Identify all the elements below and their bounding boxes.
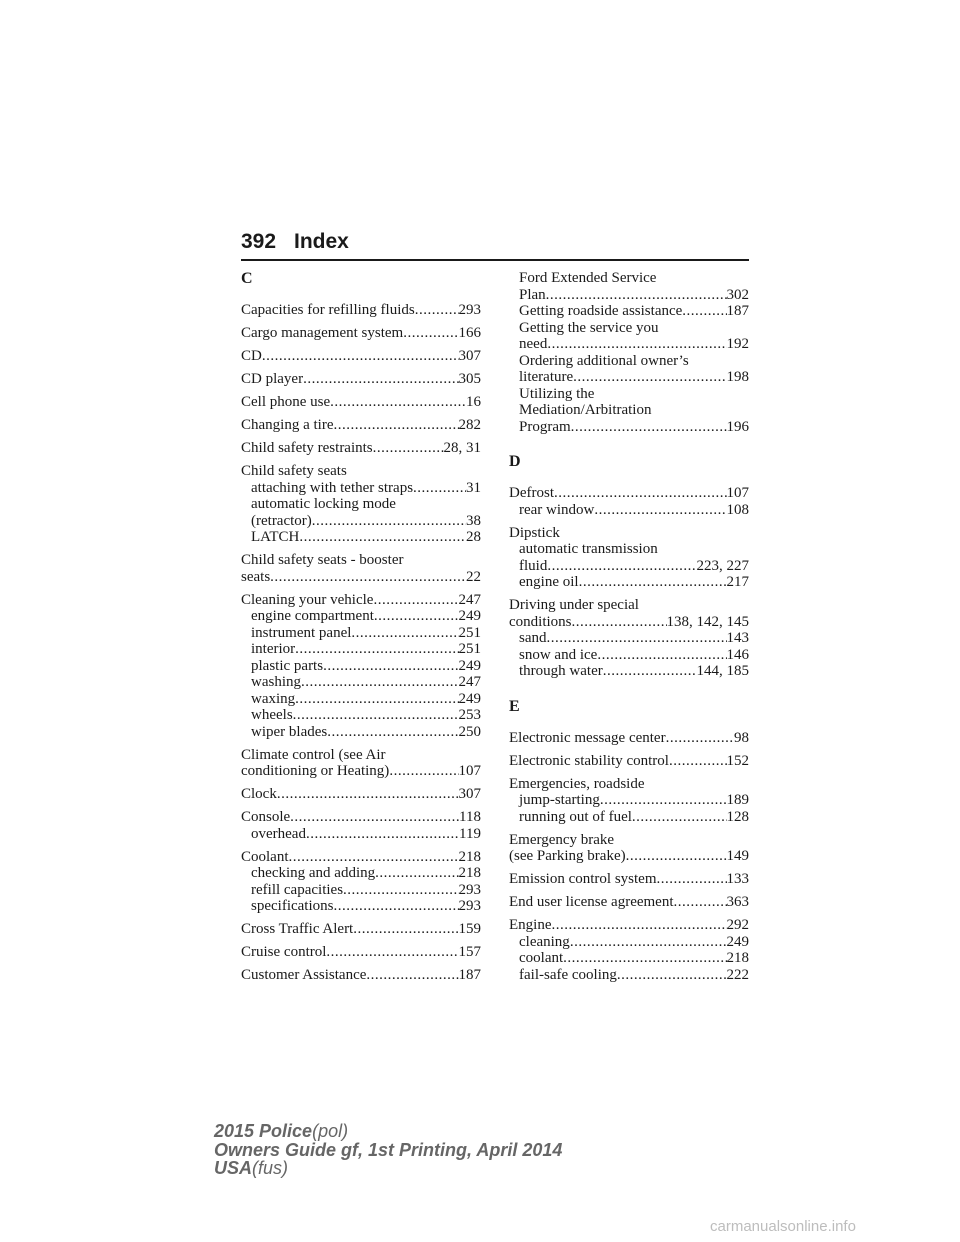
section-letter: D	[509, 453, 521, 470]
page-reference: 143	[726, 630, 749, 646]
page-reference: 196	[726, 418, 749, 435]
dot-leader	[262, 348, 459, 365]
index-subentry: Getting the service you	[519, 319, 659, 336]
index-entry	[509, 776, 749, 826]
page-reference: 146	[726, 646, 749, 663]
dot-leader	[547, 558, 696, 575]
entry-text: interior	[251, 641, 296, 657]
entry-text: CD	[241, 348, 262, 364]
page-reference: 247	[458, 674, 481, 690]
entry-text: CD player	[241, 371, 304, 387]
watermark: carmanualsonline.info	[710, 1218, 856, 1235]
index-term	[241, 786, 481, 803]
entry-text: sand	[519, 630, 547, 646]
index-subentry	[241, 625, 481, 642]
entry-text: cleaning	[519, 933, 570, 950]
index-entry	[509, 270, 749, 435]
page-reference: 218	[458, 865, 481, 881]
index-term	[241, 302, 481, 319]
index-subentry: Mediation/Arbitration	[519, 402, 652, 418]
page-title: Index	[294, 230, 349, 253]
index-subentry: Ordering additional owner’s	[519, 352, 689, 369]
dot-leader	[594, 502, 726, 519]
dot-leader	[597, 647, 726, 664]
entry-text: Cell phone use	[241, 394, 331, 410]
dot-leader	[295, 691, 458, 708]
dot-leader	[333, 898, 458, 915]
page-reference: 293	[458, 881, 481, 898]
index-subentry	[241, 707, 481, 724]
spacer	[241, 288, 481, 302]
index-subentry	[241, 513, 481, 530]
page-reference: 138, 142, 145	[666, 613, 749, 630]
dot-leader	[343, 882, 458, 899]
entry-text: waxing	[251, 690, 296, 707]
entry-text: need	[519, 336, 548, 352]
page-reference: 108	[726, 501, 749, 518]
index-subentry	[509, 950, 749, 967]
page-reference: 107	[458, 763, 481, 779]
index-subentry	[241, 641, 481, 658]
index-subentry	[509, 558, 749, 575]
index-subentry	[241, 674, 481, 691]
page-reference: 305	[458, 371, 481, 387]
index-entry	[241, 944, 481, 961]
index-term	[509, 753, 749, 770]
dot-leader	[353, 921, 458, 938]
index-entry	[241, 809, 481, 842]
page-reference: 292	[726, 917, 749, 933]
entry-text: seats	[241, 568, 271, 585]
page-reference: 253	[458, 707, 481, 723]
page-reference: 250	[458, 723, 481, 740]
page-reference: 107	[726, 485, 749, 501]
dot-leader	[632, 809, 727, 826]
index-column-right	[509, 270, 749, 983]
page-number: 392	[241, 230, 277, 253]
index-subentry	[241, 898, 481, 915]
dot-leader	[657, 871, 727, 888]
page-reference: 28	[466, 529, 481, 545]
dot-leader	[571, 419, 727, 436]
entry-text: engine compartment	[251, 608, 374, 624]
index-subentry: Ford Extended Service	[519, 270, 657, 286]
index-subentry	[241, 480, 481, 497]
index-subentry	[509, 502, 749, 519]
dot-leader	[301, 674, 459, 691]
entry-text: instrument panel	[251, 624, 352, 641]
index-entry	[241, 302, 481, 319]
entry-text: Cross Traffic Alert	[241, 921, 354, 937]
entry-text: fail-safe cooling	[519, 966, 617, 983]
dot-leader	[299, 529, 466, 546]
index-subentry	[509, 663, 749, 680]
index-subentry	[509, 934, 749, 951]
index-term	[509, 917, 749, 934]
entry-text: (retractor)	[251, 512, 312, 529]
index-term	[241, 967, 481, 984]
entry-text: conditioning or Heating)	[241, 763, 390, 779]
index-subentry	[509, 419, 749, 436]
entry-text: Child safety restraints	[241, 440, 373, 456]
index-entry	[241, 348, 481, 365]
page-reference: 222	[726, 966, 749, 983]
footer-line-2: Owners Guide gf, 1st Printing, April 2014	[214, 1139, 563, 1160]
index-subentry	[509, 336, 749, 353]
index-entry	[509, 917, 749, 983]
dot-leader	[290, 809, 459, 826]
entry-text: washing	[251, 674, 301, 690]
dot-leader	[351, 625, 458, 642]
index-entry	[241, 463, 481, 546]
entry-text: coolant	[519, 950, 564, 966]
page-reference: 133	[726, 871, 749, 887]
index-term	[241, 569, 481, 586]
index-entry	[509, 485, 749, 518]
dot-leader	[674, 894, 727, 911]
index-term: Emergency brake	[509, 831, 615, 848]
index-term	[241, 440, 481, 457]
dot-leader	[403, 325, 458, 342]
footer-line-1	[214, 1122, 562, 1141]
spacer	[509, 471, 749, 485]
page-reference: 363	[726, 894, 749, 910]
index-subentry	[509, 369, 749, 386]
entry-text: overhead	[251, 825, 306, 842]
index-entry	[509, 525, 749, 591]
entry-text: snow and ice	[519, 646, 598, 663]
page-reference: 249	[458, 690, 481, 707]
index-subentry	[509, 574, 749, 591]
dot-leader	[306, 826, 459, 843]
entry-text: Customer Assistance	[241, 967, 367, 983]
dot-leader	[415, 302, 459, 319]
entry-text: Electronic stability control	[509, 752, 669, 769]
index-term: Climate control (see Air	[241, 746, 386, 763]
index-term: Driving under special	[509, 597, 639, 613]
page-reference: 282	[458, 417, 481, 433]
entry-text: End user license agreement	[509, 894, 674, 910]
page-reference: 249	[726, 933, 749, 950]
dot-leader	[374, 608, 459, 625]
dot-leader	[666, 730, 734, 747]
dot-leader	[547, 336, 726, 353]
dot-leader	[293, 707, 459, 724]
index-subentry: automatic locking mode	[251, 496, 396, 512]
page-reference: 166	[458, 325, 481, 341]
footer-model: 2015 Police	[214, 1121, 313, 1141]
index-subentry	[241, 724, 481, 741]
page-reference: 302	[726, 286, 749, 303]
section-letter: C	[241, 270, 253, 287]
section-letter: E	[509, 697, 520, 715]
index-subentry	[509, 303, 749, 320]
index-entry	[241, 849, 481, 915]
index-subentry: Utilizing the	[519, 385, 595, 402]
index-term	[509, 614, 749, 631]
index-entry	[509, 753, 749, 770]
index-entry	[241, 371, 481, 388]
entry-text: Coolant	[241, 848, 289, 865]
index-entry	[241, 552, 481, 585]
dot-leader	[546, 287, 727, 304]
entry-text: (see Parking brake)	[509, 848, 626, 864]
index-term	[241, 763, 481, 780]
index-entry	[509, 894, 749, 911]
entry-text: Console	[241, 809, 291, 825]
dot-leader	[323, 658, 458, 675]
dot-leader	[375, 865, 458, 882]
page-reference: 159	[458, 921, 481, 937]
page-reference: 31	[466, 479, 481, 496]
page-reference: 144, 185	[696, 663, 749, 679]
index-entry	[241, 417, 481, 434]
index-entry	[241, 967, 481, 984]
index-entry	[241, 592, 481, 741]
dot-leader	[333, 417, 458, 434]
dot-leader	[373, 440, 444, 457]
dot-leader	[552, 917, 727, 934]
index-term	[241, 849, 481, 866]
page-reference: 128	[726, 808, 749, 825]
page-reference: 249	[458, 608, 481, 624]
index-term	[509, 848, 749, 865]
page-reference: 189	[726, 792, 749, 808]
entry-text: Engine	[509, 917, 552, 933]
dot-leader	[312, 513, 466, 530]
index-term	[241, 325, 481, 342]
page-reference: 192	[726, 336, 749, 352]
spacer	[509, 435, 749, 453]
entry-text: attaching with tether straps	[251, 479, 414, 496]
index-term	[509, 730, 749, 747]
index-term	[241, 417, 481, 434]
entry-text: fluid	[519, 557, 548, 574]
index-entry	[241, 394, 481, 411]
index-entry	[241, 921, 481, 938]
entry-text: LATCH	[251, 529, 300, 545]
page-reference: 28, 31	[443, 440, 481, 456]
index-term	[509, 894, 749, 911]
dot-leader	[682, 303, 726, 320]
entry-text: Defrost	[509, 485, 554, 501]
index-term	[241, 592, 481, 609]
dot-leader	[373, 592, 458, 609]
index-entry	[241, 325, 481, 342]
entry-text: Changing a tire	[241, 417, 334, 433]
dot-leader	[547, 630, 727, 647]
index-term	[241, 809, 481, 826]
index-subentry	[509, 792, 749, 809]
dot-leader	[617, 967, 727, 984]
header-rule	[241, 259, 749, 261]
page-reference: 98	[734, 729, 749, 746]
page-reference: 217	[726, 574, 749, 590]
entry-text: Cruise control	[241, 944, 327, 960]
index-subentry	[509, 630, 749, 647]
index-subentry: automatic transmission	[519, 541, 658, 557]
entry-text: Cargo management system	[241, 325, 404, 341]
index-term	[509, 485, 749, 502]
index-term: Child safety seats	[241, 463, 347, 479]
entry-text: plastic parts	[251, 657, 324, 674]
footer-market: USA	[214, 1158, 253, 1178]
index-entry	[241, 440, 481, 457]
index-term: Emergencies, roadside	[509, 775, 645, 792]
dot-leader	[295, 641, 458, 658]
footer-model-code: (pol)	[312, 1121, 349, 1141]
dot-leader	[327, 724, 458, 741]
footer	[214, 1122, 562, 1178]
page-reference: 249	[458, 657, 481, 674]
page-reference: 218	[726, 950, 749, 966]
dot-leader	[326, 944, 458, 961]
index-term: Dipstick	[509, 524, 560, 541]
page-reference: 293	[458, 898, 481, 914]
index-subentry	[509, 967, 749, 984]
dot-leader	[277, 786, 459, 803]
page-reference: 38	[466, 512, 481, 529]
entry-text: wiper blades	[251, 723, 328, 740]
entry-text: Program	[519, 418, 571, 435]
entry-text: rear window	[519, 501, 595, 518]
dot-leader	[330, 394, 466, 411]
entry-text: refill capacities	[251, 881, 344, 898]
page-reference: 152	[726, 752, 749, 769]
index-subentry	[241, 882, 481, 899]
dot-leader	[573, 369, 726, 386]
dot-leader	[413, 480, 466, 497]
dot-leader	[563, 950, 726, 967]
dot-leader	[669, 753, 727, 770]
page-reference: 22	[466, 568, 481, 585]
entry-text: checking and adding	[251, 865, 376, 881]
dot-leader	[579, 574, 727, 591]
index-term: Child safety seats - booster	[241, 552, 404, 568]
page-reference: 247	[458, 591, 481, 608]
index-term	[241, 394, 481, 411]
entry-text: Emission control system	[509, 871, 657, 887]
page-reference: 16	[466, 394, 481, 410]
spacer	[509, 680, 749, 698]
index-subentry	[241, 608, 481, 625]
index-entry	[241, 786, 481, 803]
index-subentry	[241, 826, 481, 843]
entry-text: through water	[519, 663, 603, 679]
index-subentry	[509, 809, 749, 826]
entry-text: engine oil	[519, 574, 579, 590]
footer-market-code: (fus)	[252, 1158, 289, 1178]
entry-text: Plan	[519, 286, 546, 303]
dot-leader	[303, 371, 458, 388]
page-reference: 118	[459, 809, 481, 825]
footer-line-3	[214, 1159, 562, 1178]
index-term	[241, 921, 481, 938]
index-term	[241, 348, 481, 365]
page-reference: 307	[458, 786, 481, 802]
index-entry	[509, 832, 749, 865]
entry-text: wheels	[251, 707, 293, 723]
page-reference: 157	[458, 944, 481, 960]
index-entry	[241, 747, 481, 780]
dot-leader	[600, 792, 727, 809]
index-subentry	[509, 647, 749, 664]
entry-text: jump-starting	[519, 792, 600, 808]
index-term	[241, 944, 481, 961]
page-reference: 293	[458, 302, 481, 318]
dot-leader	[570, 934, 727, 951]
index-subentry	[509, 287, 749, 304]
dot-leader	[389, 763, 458, 780]
index-entry	[509, 871, 749, 888]
page-reference: 187	[458, 967, 481, 983]
dot-leader	[572, 614, 667, 631]
index-subentry	[241, 658, 481, 675]
dot-leader	[289, 849, 459, 866]
dot-leader	[554, 485, 727, 502]
entry-text: Getting roadside assistance	[519, 303, 683, 319]
index-term	[241, 371, 481, 388]
index-column-left	[241, 270, 481, 984]
page-reference: 187	[726, 303, 749, 319]
page-reference: 218	[458, 848, 481, 865]
entry-text: running out of fuel	[519, 808, 632, 825]
dot-leader	[270, 569, 466, 586]
index-term	[509, 871, 749, 888]
page-reference: 198	[726, 369, 749, 385]
entry-text: specifications	[251, 898, 334, 914]
entry-text: Electronic message center	[509, 729, 666, 746]
entry-text: conditions	[509, 613, 572, 630]
page-reference: 119	[459, 825, 481, 842]
index-entry	[509, 730, 749, 747]
page-reference: 307	[458, 348, 481, 364]
page-reference: 251	[458, 624, 481, 641]
entry-text: literature	[519, 369, 574, 385]
page-reference: 251	[458, 641, 481, 657]
dot-leader	[366, 967, 458, 984]
index-subentry	[241, 865, 481, 882]
dot-leader	[626, 848, 727, 865]
index-subentry	[241, 691, 481, 708]
entry-text: Capacities for refilling fluids	[241, 302, 415, 318]
dot-leader	[603, 663, 697, 680]
spacer	[509, 716, 749, 730]
index-entry	[509, 597, 749, 680]
entry-text: Clock	[241, 786, 277, 802]
entry-text: Cleaning your vehicle	[241, 591, 374, 608]
page-reference: 149	[726, 848, 749, 864]
index-subentry	[241, 529, 481, 546]
page-reference: 223, 227	[696, 557, 749, 574]
